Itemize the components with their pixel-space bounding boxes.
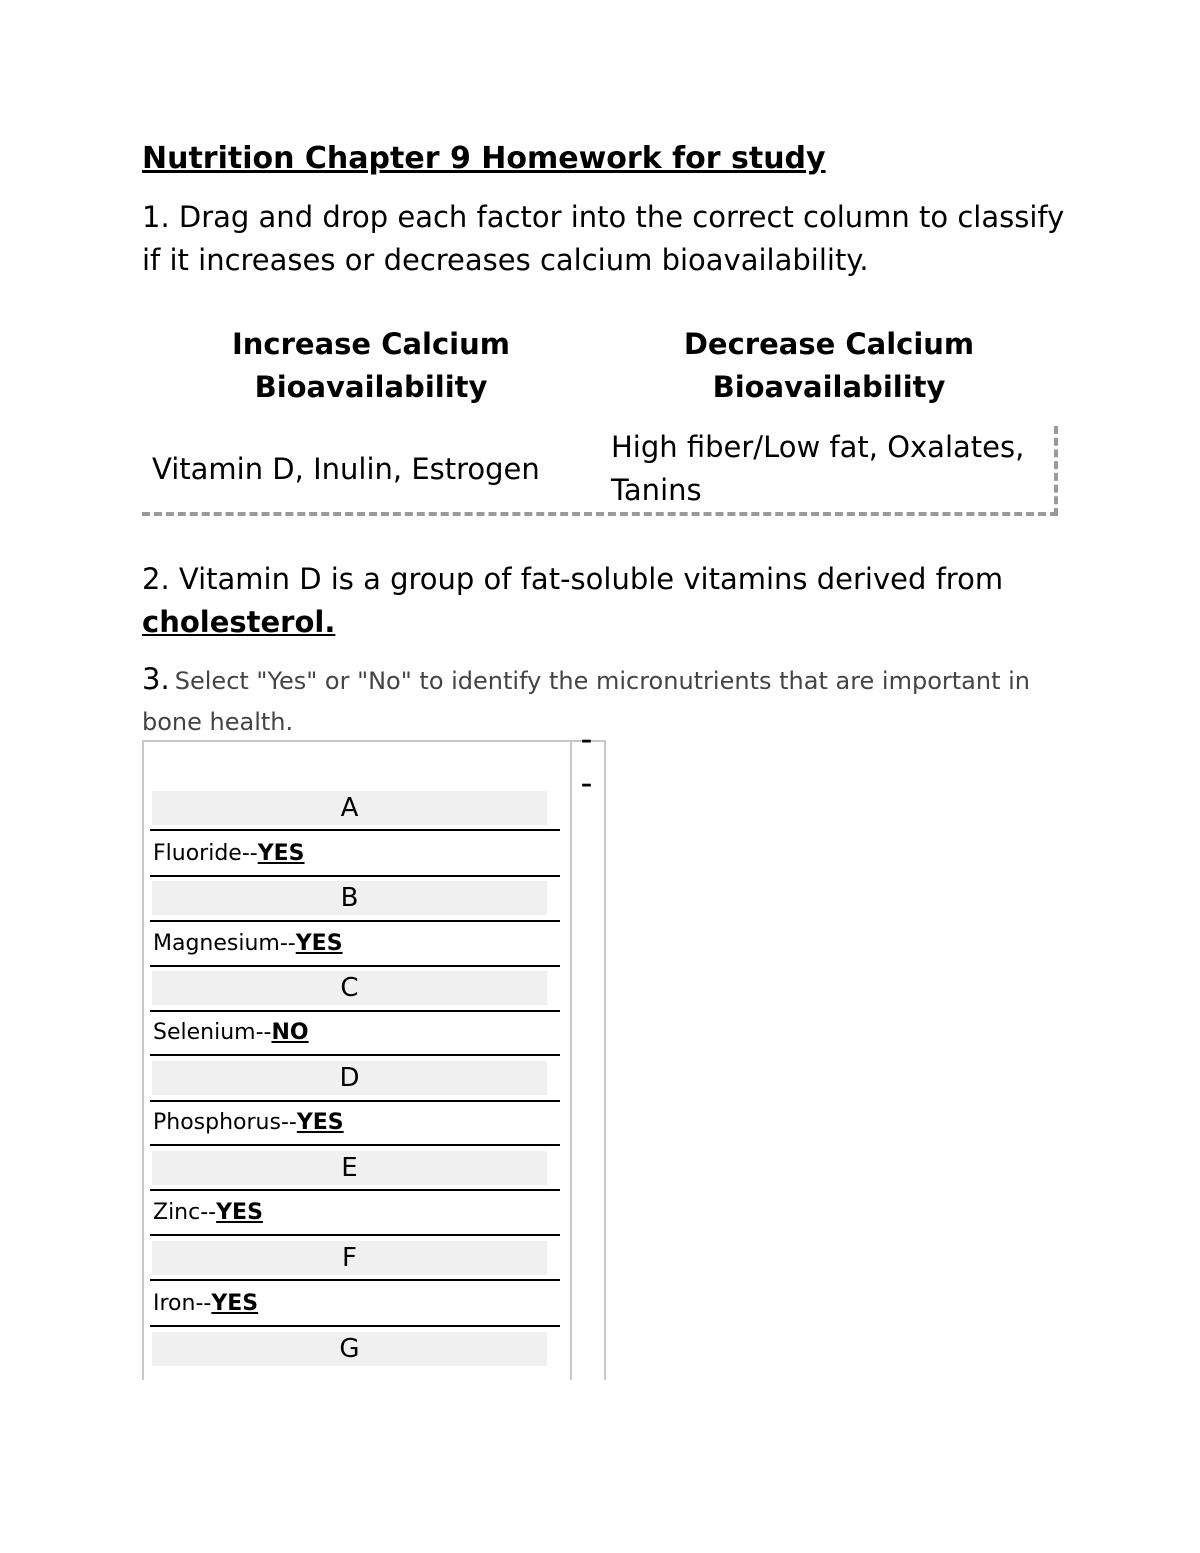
- question-3-number: 3.: [142, 662, 170, 696]
- column-header-decrease-line2: Bioavailability: [712, 369, 946, 404]
- row-divider: [150, 875, 560, 877]
- item-label: Selenium--: [153, 1020, 272, 1045]
- row-item-zinc: [153, 1198, 553, 1228]
- column-header-increase-line1: Increase Calcium: [232, 327, 510, 361]
- page-title: Nutrition Chapter 9 Homework for study: [142, 141, 826, 176]
- row-divider: [150, 1054, 560, 1056]
- row-item-selenium: [153, 1018, 553, 1048]
- column-header-decrease-line1: Decrease Calcium: [683, 327, 975, 361]
- row-item-phosphorus: [153, 1108, 553, 1138]
- micronutrient-table-frame: [142, 740, 606, 1380]
- increase-answer: Vitamin D, Inulin, Estrogen: [152, 452, 540, 486]
- row-divider: [150, 1234, 560, 1236]
- row-item-fluoride: [153, 839, 553, 869]
- row-divider: [150, 965, 560, 967]
- question-3: [142, 660, 1082, 744]
- item-answer: YES: [296, 1110, 344, 1135]
- table-divider: [570, 740, 572, 1380]
- drop-zone-answers[interactable]: [142, 426, 1058, 516]
- row-item-magnesium: [153, 929, 553, 959]
- question-2-answer: cholesterol.: [142, 604, 336, 639]
- row-divider: [150, 829, 560, 831]
- row-item-iron: [153, 1289, 553, 1319]
- row-divider: [150, 1100, 560, 1102]
- row-letter-d[interactable]: D: [152, 1061, 547, 1095]
- question-2: [142, 558, 1082, 643]
- item-answer: YES: [295, 931, 343, 956]
- row-divider: [150, 1325, 560, 1327]
- row-letter-e[interactable]: E: [152, 1151, 547, 1185]
- dash-mark-1: –: [581, 728, 592, 753]
- row-divider: [150, 1279, 560, 1281]
- row-divider: [150, 1010, 560, 1012]
- table-right-border: [604, 740, 606, 1380]
- row-letter-c[interactable]: C: [152, 971, 547, 1005]
- column-header-decrease: [600, 323, 1058, 408]
- dash-mark-2: –: [581, 772, 592, 797]
- item-label: Magnesium--: [153, 931, 296, 956]
- row-divider: [150, 1144, 560, 1146]
- row-divider: [150, 1189, 560, 1191]
- decrease-answer: High fiber/Low fat, Oxalates, Tanins: [611, 430, 1025, 507]
- column-header-increase: [142, 323, 600, 408]
- question-3-text: Select "Yes" or "No" to identify the micronutrients that are important in bone health.: [142, 667, 1030, 736]
- question-1-text: 1. Drag and drop each factor into the correct column to classify if it increases or decreases calcium bioavailability.: [142, 200, 1065, 277]
- item-label: Zinc--: [153, 1200, 217, 1225]
- row-letter-f[interactable]: F: [152, 1241, 547, 1275]
- row-letter-g[interactable]: G: [152, 1332, 547, 1366]
- item-answer: YES: [211, 1291, 259, 1316]
- column-header-increase-line2: Bioavailability: [254, 369, 488, 404]
- item-answer: NO: [271, 1020, 309, 1045]
- row-letter-b[interactable]: B: [152, 881, 547, 915]
- question-2-text: 2. Vitamin D is a group of fat-soluble vitamins derived from: [142, 562, 1004, 596]
- item-label: Iron--: [153, 1291, 212, 1316]
- row-divider: [150, 920, 560, 922]
- item-answer: YES: [257, 841, 305, 866]
- row-letter-a[interactable]: A: [152, 791, 547, 825]
- item-label: Fluoride--: [153, 841, 258, 866]
- item-label: Phosphorus--: [153, 1110, 297, 1135]
- item-answer: YES: [216, 1200, 263, 1225]
